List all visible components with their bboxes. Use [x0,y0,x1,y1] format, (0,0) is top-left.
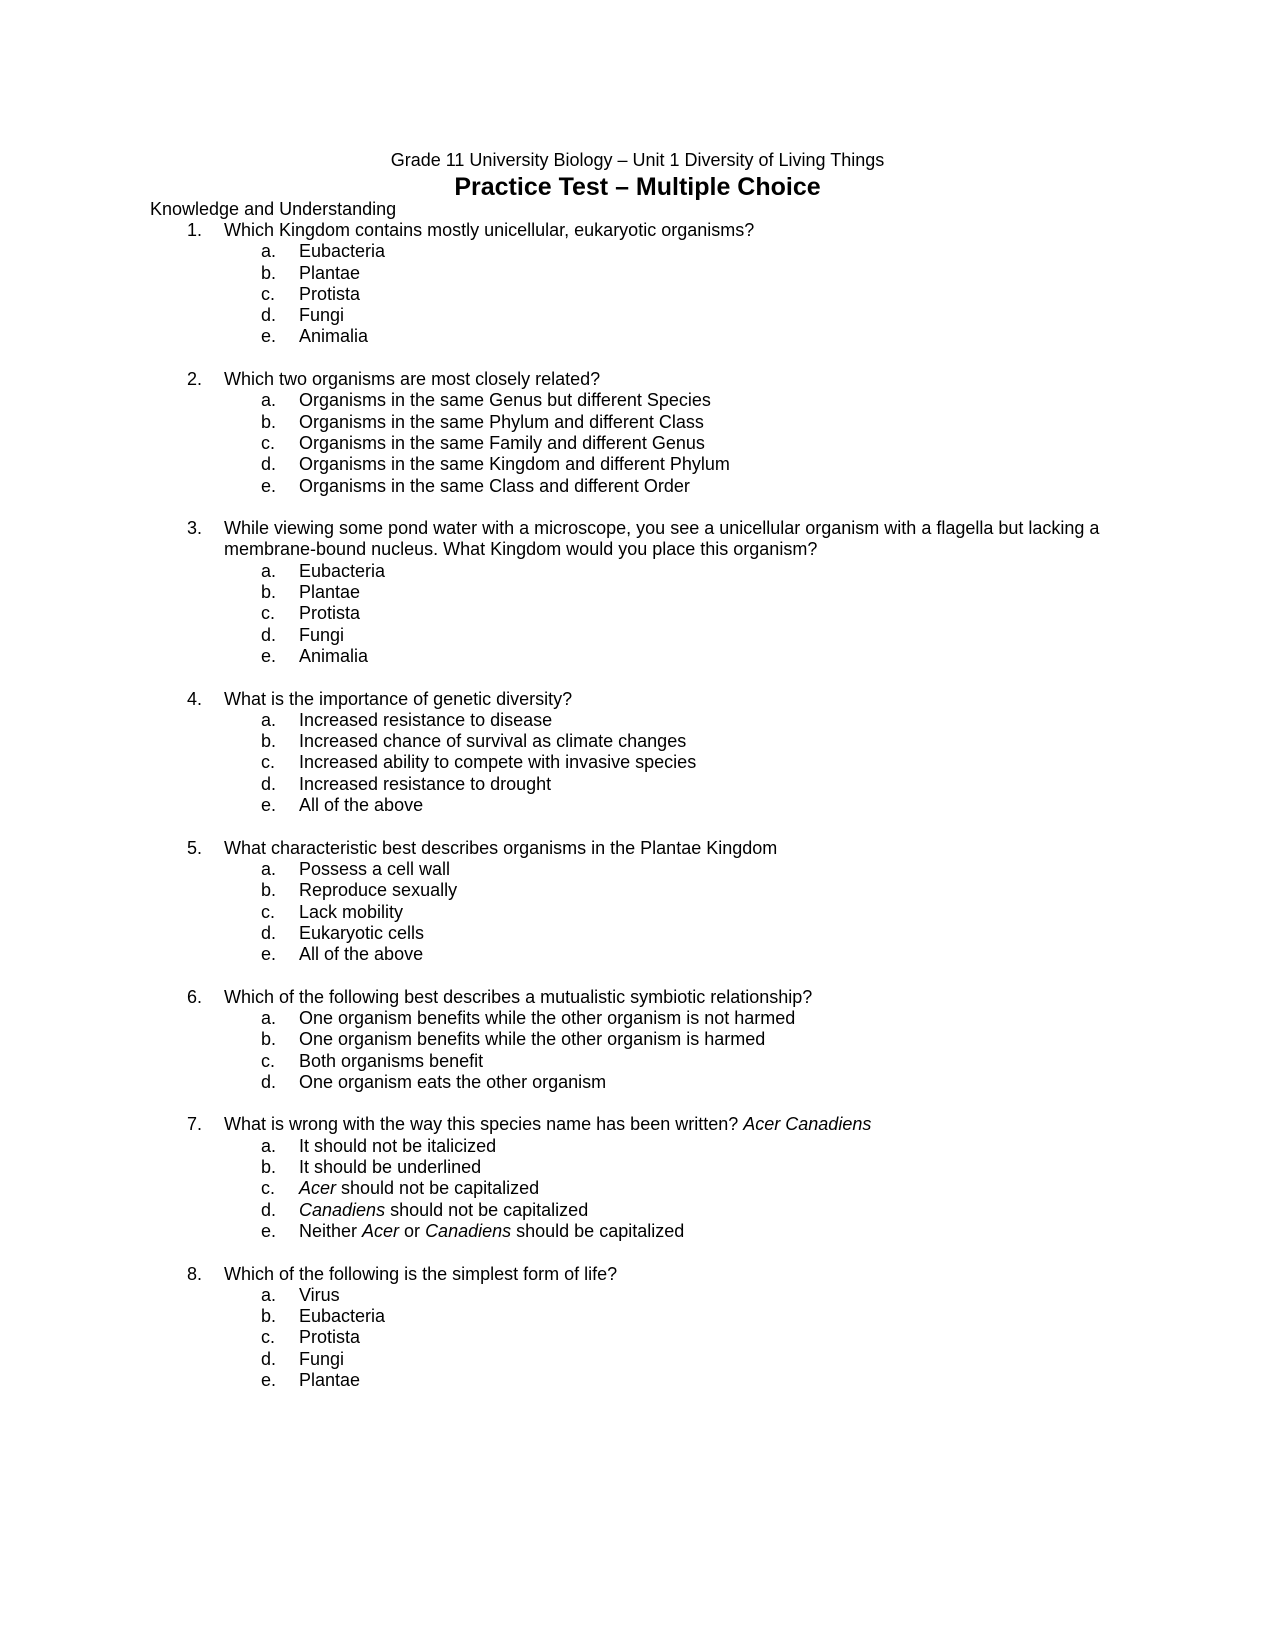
option-text: Eubacteria [299,241,386,262]
answer-option [0,625,1275,646]
answer-option [0,603,1275,624]
answer-option [0,433,1275,454]
question-number: 5. [187,837,203,858]
question-text: Which two organisms are most closely related? [224,369,601,390]
option-text: It should be underlined [299,1157,482,1178]
answer-option [0,1200,1275,1221]
answer-option [0,305,1275,326]
answer-option [0,1306,1275,1327]
option-text: Eubacteria [299,560,386,581]
question-text: Which of the following best describes a mutualistic symbiotic relationship? [224,986,813,1007]
question-text: What is wrong with the way this species name has been written? [224,1114,739,1135]
option-letter: d. [261,1348,277,1369]
answer-option [0,795,1275,816]
option-text: Eubacteria [299,1306,386,1327]
answer-option [0,944,1275,965]
answer-option [0,263,1275,284]
option-letter: e. [261,795,277,816]
question-number: 3. [187,518,203,539]
option-text: Protista [299,603,361,624]
option-text: Neither Acer or Canadiens should be capitalized [299,1220,685,1241]
answer-option [0,1349,1275,1370]
option-text: Organisms in the same Class and different Order [299,475,690,496]
option-letter: a. [261,390,277,411]
option-letter: c. [261,901,276,922]
question-number: 2. [187,369,203,390]
option-text: Animalia [299,326,369,347]
document-subtitle: Grade 11 University Biology – Unit 1 Diversity of Living Things [390,150,885,170]
question-3 [0,518,1275,667]
species-name: Acer Canadiens [743,1114,872,1135]
option-text: Virus [299,1284,340,1305]
answer-option [0,1178,1275,1199]
option-text: Increased resistance to disease [299,709,553,730]
question-stem [0,1114,1124,1135]
option-letter: c. [261,1327,276,1348]
option-text: Fungi [299,1348,345,1369]
question-list [0,220,1275,1413]
answer-option [0,1370,1275,1391]
answer-option [0,646,1275,667]
question-stem [0,987,1124,1008]
option-letter: e. [261,645,277,666]
answer-option [0,390,1275,411]
answer-option [0,582,1275,603]
option-letter: e. [261,475,277,496]
option-text: Lack mobility [299,901,404,922]
option-letter: e. [261,1370,277,1391]
question-stem [0,369,1124,390]
option-text: Increased chance of survival as climate changes [299,731,687,752]
option-text: All of the above [299,795,424,816]
answer-option [0,1029,1275,1050]
document-header [0,150,1275,202]
option-text: Fungi [299,624,345,645]
option-letter: c. [261,1050,276,1071]
option-letter: a. [261,560,277,581]
option-letter: c. [261,752,276,773]
option-text: All of the above [299,944,424,965]
answer-option [0,412,1275,433]
answer-option [0,880,1275,901]
question-stem [0,518,1124,561]
option-letter: a. [261,1284,277,1305]
option-letter: e. [261,326,277,347]
option-text: Both organisms benefit [299,1050,484,1071]
option-letter: c. [261,603,276,624]
option-text: One organism eats the other organism [299,1071,607,1092]
question-stem [0,689,1124,710]
option-text: Canadiens should not be capitalized [299,1199,589,1220]
question-4 [0,689,1275,817]
answer-option [0,1008,1275,1029]
option-text: Plantae [299,262,361,283]
option-letter: e. [261,1220,277,1241]
answer-option [0,1136,1275,1157]
question-text: Which of the following is the simplest form of life? [224,1263,618,1284]
answer-option [0,731,1275,752]
question-8 [0,1264,1275,1392]
answer-option [0,326,1275,347]
option-text: Fungi [299,305,345,326]
answer-option [0,241,1275,262]
option-letter: e. [261,944,277,965]
question-6 [0,987,1275,1093]
answer-option [0,859,1275,880]
question-text: What is the importance of genetic diversity? [224,688,573,709]
option-text: Organisms in the same Family and different Genus [299,432,705,453]
option-letter: a. [261,1135,277,1156]
option-text: One organism benefits while the other organism is not harmed [299,1007,796,1028]
option-text: Organisms in the same Genus but different Species [299,390,711,411]
question-text: What characteristic best describes organisms in the Plantae Kingdom [224,837,778,858]
option-text: Reproduce sexually [299,880,458,901]
option-letter: c. [261,1178,276,1199]
option-text: Protista [299,1327,361,1348]
question-stem [0,838,1124,859]
option-text: Eukaryotic cells [299,922,425,943]
question-number: 6. [187,986,203,1007]
option-letter: d. [261,1199,277,1220]
option-text: One organism benefits while the other organism is harmed [299,1029,766,1050]
option-text: Organisms in the same Phylum and different Class [299,411,704,432]
answer-option [0,476,1275,497]
option-letter: d. [261,1071,277,1092]
question-number: 8. [187,1263,203,1284]
question-text: Which Kingdom contains mostly unicellular, eukaryotic organisms? [224,220,755,240]
option-letter: c. [261,283,276,304]
document-title: Practice Test – Multiple Choice [454,173,821,201]
option-text: Increased resistance to drought [299,773,552,794]
option-letter: a. [261,709,277,730]
answer-option [0,284,1275,305]
option-text: Increased ability to compete with invasive species [299,752,697,773]
question-number: 7. [187,1114,203,1135]
option-text: Plantae [299,1370,361,1391]
option-letter: a. [261,241,277,262]
question-stem [0,220,1124,241]
answer-option [0,902,1275,923]
option-letter: a. [261,858,277,879]
answer-option [0,752,1275,773]
answer-option [0,1221,1275,1242]
option-letter: b. [261,1306,277,1327]
answer-option [0,561,1275,582]
option-letter: c. [261,432,276,453]
question-number: 4. [187,688,203,709]
option-text: Plantae [299,582,361,603]
question-7 [0,1114,1275,1242]
question-text: While viewing some pond water with a microscope, you see a unicellular organism with a flagella but lacking a membrane-bound nucleus. What Kingdom would you place this organism? [224,518,1100,560]
option-letter: d. [261,305,277,326]
option-letter: b. [261,880,277,901]
question-5 [0,838,1275,966]
option-letter: d. [261,922,277,943]
question-stem [0,1264,1124,1285]
option-letter: b. [261,411,277,432]
option-letter: a. [261,1007,277,1028]
answer-option [0,1157,1275,1178]
answer-option [0,1327,1275,1348]
option-text: It should not be italicized [299,1135,497,1156]
option-text: Acer should not be capitalized [299,1178,540,1199]
option-letter: d. [261,624,277,645]
question-number: 1. [187,220,203,240]
answer-option [0,774,1275,795]
option-letter: b. [261,1029,277,1050]
question-2 [0,369,1275,497]
section-heading: Knowledge and Understanding [150,199,397,219]
answer-option [0,1285,1275,1306]
option-letter: b. [261,582,277,603]
option-letter: b. [261,1157,277,1178]
answer-option [0,710,1275,731]
answer-option [0,454,1275,475]
option-text: Possess a cell wall [299,858,451,879]
option-letter: b. [261,731,277,752]
option-letter: d. [261,454,277,475]
answer-option [0,1072,1275,1093]
option-letter: d. [261,773,277,794]
option-text: Organisms in the same Kingdom and different Phylum [299,454,730,475]
answer-option [0,1051,1275,1072]
question-1 [0,220,1275,348]
option-text: Animalia [299,645,369,666]
option-letter: b. [261,262,277,283]
answer-option [0,923,1275,944]
option-text: Protista [299,283,361,304]
